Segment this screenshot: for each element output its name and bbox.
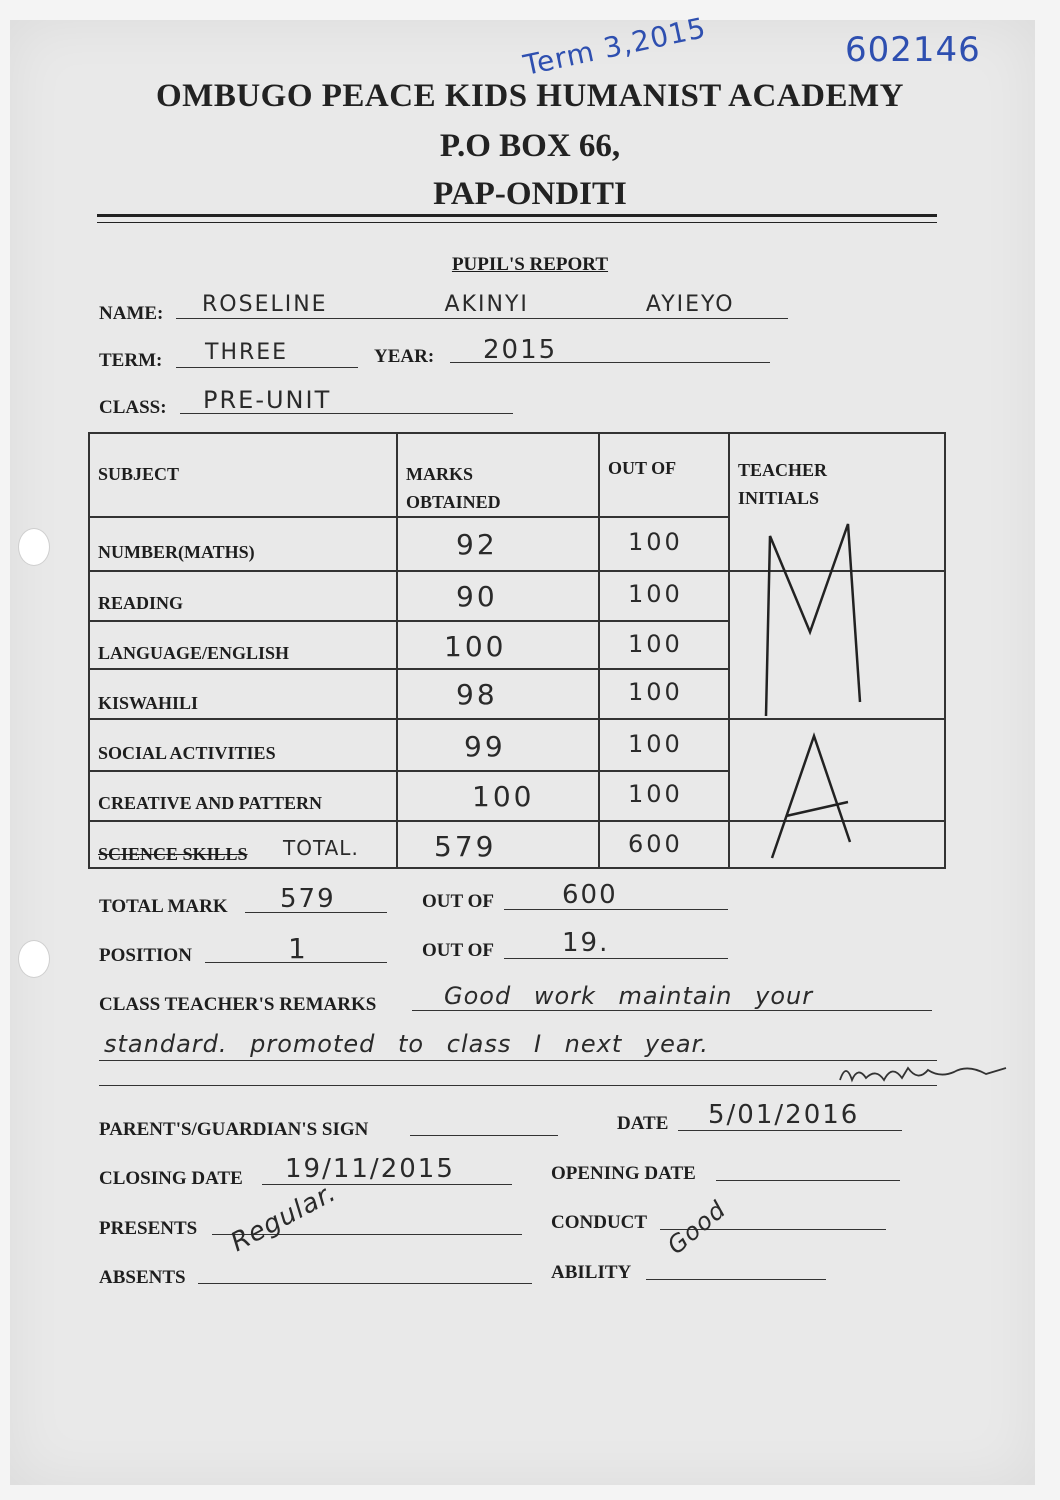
header-teacher-initials: TEACHER INITIALS bbox=[738, 460, 828, 508]
teacher-initial-a bbox=[728, 730, 944, 870]
term-annotation: Term 3,2015 bbox=[520, 11, 710, 82]
header-rule bbox=[97, 214, 937, 217]
position-out-of-value: 19. bbox=[562, 928, 610, 958]
position-value: 1 bbox=[288, 932, 308, 965]
remarks-line bbox=[412, 1010, 932, 1011]
parent-sign-line bbox=[410, 1135, 558, 1136]
teacher-signature bbox=[836, 1058, 1016, 1088]
marks-value: 99 bbox=[464, 730, 506, 763]
subject-label: NUMBER(MATHS) bbox=[98, 542, 255, 562]
total-row-label: TOTAL. bbox=[283, 836, 359, 860]
marks-value: 90 bbox=[456, 580, 498, 613]
ability-value: Good bbox=[662, 1195, 732, 1260]
opening-date-line bbox=[716, 1180, 900, 1181]
total-mark-value: 579 bbox=[280, 884, 336, 914]
year-value: 2015 bbox=[483, 335, 558, 365]
marks-value: 100 bbox=[444, 630, 507, 663]
date-value: 5/01/2016 bbox=[708, 1100, 860, 1130]
presents-label: PRESENTS bbox=[99, 1218, 198, 1239]
out-of-value: 100 bbox=[628, 780, 683, 808]
name-line bbox=[176, 318, 788, 319]
reference-number: 602146 bbox=[845, 30, 981, 70]
header-rule-thin bbox=[97, 222, 937, 223]
school-location: PAP-ONDITI bbox=[433, 176, 627, 212]
parent-sign-label: PARENT'S/GUARDIAN'S SIGN bbox=[99, 1119, 369, 1140]
ability-label: ABILITY bbox=[551, 1262, 632, 1283]
total-out-of-value: 600 bbox=[628, 830, 683, 858]
marks-value: 98 bbox=[456, 678, 498, 711]
absents-value: Regular. bbox=[225, 1177, 342, 1258]
subject-label: SOCIAL ACTIVITIES bbox=[98, 743, 276, 763]
subject-label: KISWAHILI bbox=[98, 693, 199, 713]
out-of-value: 100 bbox=[628, 730, 683, 758]
date-line bbox=[678, 1130, 902, 1131]
remarks-label: CLASS TEACHER'S REMARKS bbox=[99, 994, 377, 1015]
subject-label: CREATIVE AND PATTERN bbox=[98, 793, 323, 813]
header-marks: MARKS OBTAINED bbox=[406, 464, 501, 512]
punch-hole bbox=[18, 528, 50, 566]
position-label: POSITION bbox=[99, 945, 192, 966]
marks-value: 92 bbox=[456, 528, 498, 561]
subject-label: LANGUAGE/ENGLISH bbox=[98, 643, 290, 663]
pupil-name: ROSELINE AKINYI AYIEYO bbox=[202, 292, 735, 317]
header-subject: SUBJECT bbox=[98, 464, 180, 484]
class-label: CLASS: bbox=[99, 397, 167, 418]
conduct-label: CONDUCT bbox=[551, 1212, 648, 1233]
out-of-value: 100 bbox=[628, 528, 683, 556]
closing-date-line bbox=[262, 1184, 512, 1185]
class-value: PRE-UNIT bbox=[203, 386, 332, 414]
out-of-value: 100 bbox=[628, 678, 683, 706]
report-title: PUPIL'S REPORT bbox=[451, 254, 609, 275]
remarks-line-2 bbox=[99, 1060, 937, 1061]
ability-line bbox=[646, 1279, 826, 1280]
closing-date-label: CLOSING DATE bbox=[99, 1168, 243, 1189]
marks-value: 100 bbox=[472, 780, 535, 813]
total-marks-value: 579 bbox=[434, 830, 497, 863]
out-of-value: 100 bbox=[628, 630, 683, 658]
year-label: YEAR: bbox=[374, 346, 435, 367]
position-out-of-line bbox=[504, 958, 728, 959]
out-of-value: 100 bbox=[628, 580, 683, 608]
remarks-line-1: Good work maintain your bbox=[444, 982, 814, 1010]
absents-line bbox=[198, 1283, 532, 1284]
total-mark-label: TOTAL MARK bbox=[99, 896, 228, 917]
opening-date-label: OPENING DATE bbox=[551, 1163, 696, 1184]
name-label: NAME: bbox=[99, 303, 164, 324]
absents-label: ABSENTS bbox=[99, 1267, 186, 1288]
school-name: OMBUGO PEACE KIDS HUMANIST ACADEMY bbox=[156, 78, 904, 114]
term-label: TERM: bbox=[99, 350, 163, 371]
term-line bbox=[176, 367, 358, 368]
punch-hole bbox=[18, 940, 50, 978]
total-out-of-label: OUT OF bbox=[422, 891, 494, 912]
remarks-line-3 bbox=[99, 1085, 937, 1086]
struck-subject-label: SCIENCE SKILLS bbox=[98, 844, 248, 864]
subject-label: READING bbox=[98, 593, 184, 613]
marks-table bbox=[88, 432, 946, 869]
remarks-text-2: standard. promoted to class I next year. bbox=[104, 1030, 709, 1058]
school-address: P.O BOX 66, bbox=[439, 128, 621, 164]
teacher-initial-m bbox=[728, 516, 944, 716]
position-out-of-label: OUT OF bbox=[422, 940, 494, 961]
date-label: DATE bbox=[617, 1113, 669, 1134]
header-out-of: OUT OF bbox=[608, 458, 677, 478]
total-out-of-value: 600 bbox=[562, 880, 618, 910]
closing-date-value: 19/11/2015 bbox=[285, 1154, 455, 1184]
term-value: THREE bbox=[205, 340, 289, 365]
